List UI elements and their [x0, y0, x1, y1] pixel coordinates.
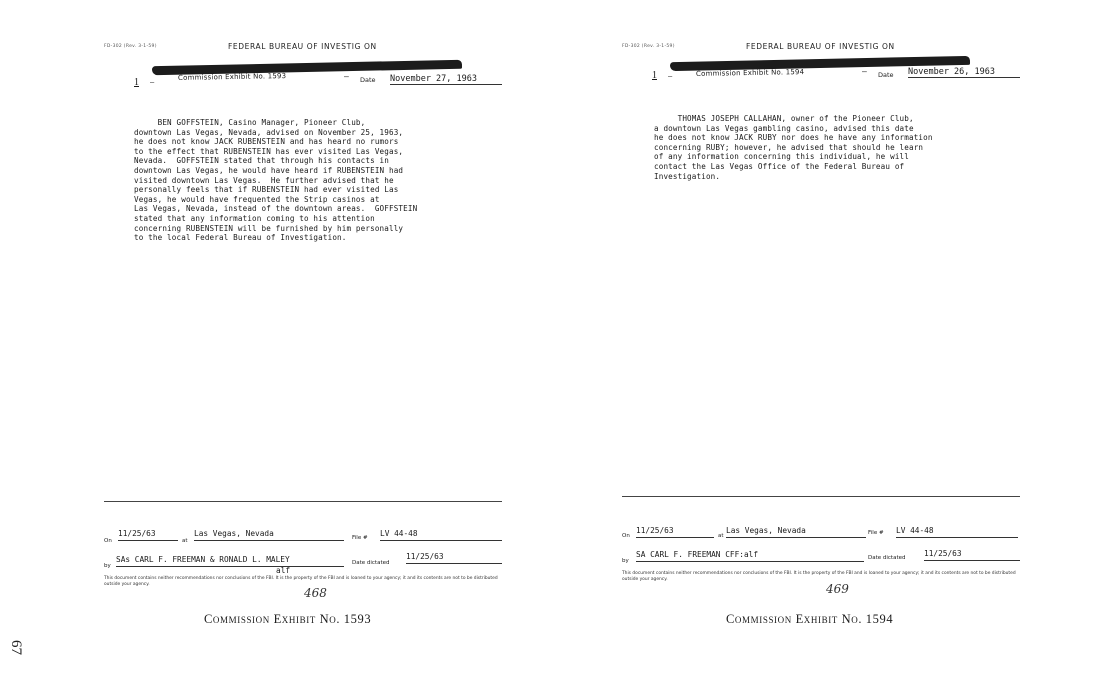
stamp-dash: — [344, 72, 349, 81]
typist-initials: alf [276, 566, 291, 575]
page-number: 1 [652, 70, 657, 81]
fbi-disclaimer: This document contains neither recommendations nor conclusions of the FBI. It is the property of the FBI and is loaned to your agency; it and its contents are not to be distributed outside your agency. [104, 576, 498, 587]
divider-rule [622, 496, 1020, 497]
fbi-report-left [100, 0, 520, 691]
agents: SAs CARL F. FREEMAN & RONALD L. MALEY [116, 555, 344, 567]
handwritten-number: 468 [304, 586, 327, 600]
volume-page-number: 67 [8, 640, 24, 655]
divider-rule [104, 501, 502, 502]
on-label: On [104, 538, 112, 544]
agents: SA CARL F. FREEMAN CFF:alf [636, 550, 864, 562]
page-number: 1 [134, 77, 139, 88]
bureau-header: FEDERAL BUREAU OF INVESTIG ON [746, 42, 895, 51]
by-label: by [104, 563, 111, 569]
date-value: November 26, 1963 [908, 67, 1020, 78]
stamp-dash: — [862, 67, 867, 76]
at-label: at [182, 538, 188, 544]
page-dash: – [150, 78, 155, 86]
exhibit-caption-1594: Commission Exhibit No. 1594 [726, 612, 894, 626]
file-number: LV 44-48 [380, 529, 502, 541]
date-value: November 27, 1963 [390, 74, 502, 85]
exhibit-caption-1593: Commission Exhibit No. 1593 [204, 612, 372, 626]
fbi-report-right [618, 0, 1038, 691]
by-label: by [622, 558, 629, 564]
dictated-date: 11/25/63 [924, 549, 1020, 561]
page-dash: – [668, 72, 673, 80]
dictated-label: Date dictated [868, 555, 906, 561]
file-label: File # [868, 530, 884, 536]
bureau-header: FEDERAL BUREAU OF INVESTIG ON [228, 42, 377, 51]
form-number: FD-302 (Rev. 3-1-59) [622, 44, 675, 49]
report-body: BEN GOFFSTEIN, Casino Manager, Pioneer Club, downtown Las Vegas, Nevada, advised on November 25, 1963, he does not know JACK RUBENSTEIN and has heard no rumors to the effect that RUBENSTEIN has ever visited Las Vegas, Nevada. GOFFSTEIN stated that through his contacts in downtown Las Vegas, he would have heard if RUBENSTEIN had visited downtown Las Vegas. He further advised that he personally feels that if RUBENSTEIN had ever visited Las Vegas, he would have frequented the Strip casinos at Las Vegas, Nevada, instead of the downtown areas. GOFFSTEIN stated that any information coming to his attention concerning RUBENSTEIN will be furnished by him personally to the local Federal Bureau of Investigation. [134, 118, 418, 243]
handwritten-number: 469 [826, 582, 849, 596]
exhibit-stamp: Commission Exhibit No. 1594 [695, 68, 805, 78]
exhibit-stamp: Commission Exhibit No. 1593 [177, 72, 287, 82]
on-date: 11/25/63 [118, 529, 178, 541]
file-number: LV 44-48 [896, 526, 1018, 538]
dictated-date: 11/25/63 [406, 552, 502, 564]
place: Las Vegas, Nevada [726, 526, 866, 538]
file-label: File # [352, 535, 368, 541]
place: Las Vegas, Nevada [194, 529, 344, 541]
date-label: Date [878, 71, 894, 79]
on-date: 11/25/63 [636, 526, 714, 538]
report-body: THOMAS JOSEPH CALLAHAN, owner of the Pioneer Club, a downtown Las Vegas gambling casino, advised this date he does not know JACK RUBY nor does he have any information concerning RUBY; however, he advised that should he learn of any information concerning this individual, he will contact the Las Vegas Office of the Federal Bureau of Investigation. [654, 114, 933, 181]
date-label: Date [360, 76, 376, 84]
on-label: On [622, 533, 630, 539]
dictated-label: Date dictated [352, 560, 390, 566]
form-number: FD-302 (Rev. 3-1-59) [104, 44, 157, 49]
fbi-disclaimer: This document contains neither recommendations nor conclusions of the FBI. It is the property of the FBI and is loaned to your agency; it and its contents are not to be distributed outside your agency. [622, 571, 1016, 582]
at-label: at [718, 533, 724, 539]
